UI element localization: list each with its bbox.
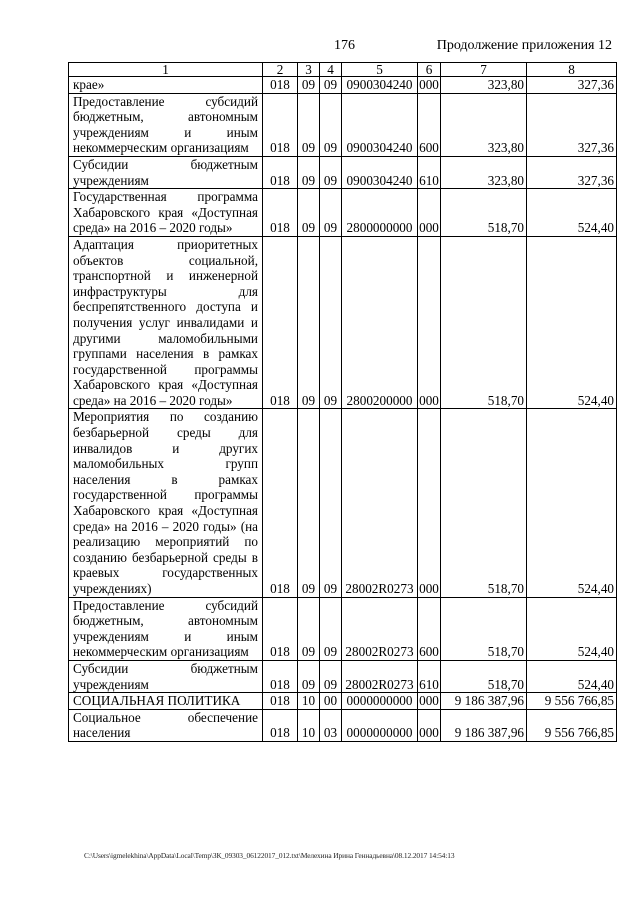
subsection-code-cell: 09 xyxy=(320,77,342,94)
expense-type-cell: 000 xyxy=(418,189,441,237)
target-article-cell: 28002R0273 xyxy=(342,660,418,692)
admin-code-cell: 018 xyxy=(263,93,298,156)
amount-year1-cell: 323,80 xyxy=(441,77,527,94)
target-article-cell: 28002R0273 xyxy=(342,597,418,660)
item-name-cell: СОЦИАЛЬНАЯ ПОЛИТИКА xyxy=(69,693,263,710)
subsection-code-cell: 09 xyxy=(320,189,342,237)
item-name-cell: Государственная программа Хабаровского края «Доступная среда» на 2016 – 2020 годы» xyxy=(69,189,263,237)
column-header: 5 xyxy=(342,63,418,77)
admin-code-cell: 018 xyxy=(263,77,298,94)
admin-code-cell: 018 xyxy=(263,156,298,188)
amount-year1-cell: 9 186 387,96 xyxy=(441,709,527,741)
target-article-cell: 28002R0273 xyxy=(342,409,418,597)
document-footer-path: C:\Users\igmelekhina\AppData\Local\Temp\ЗК_09303_06122017_012.txt\Мелехина Ирина Геннадьевна\08.12.2017 14:54:13 xyxy=(84,851,455,860)
amount-year1-cell: 518,70 xyxy=(441,597,527,660)
amount-year2-cell: 524,40 xyxy=(527,189,617,237)
amount-year1-cell: 323,80 xyxy=(441,93,527,156)
column-header: 2 xyxy=(263,63,298,77)
target-article-cell: 0900304240 xyxy=(342,156,418,188)
amount-year2-cell: 524,40 xyxy=(527,409,617,597)
amount-year2-cell: 327,36 xyxy=(527,93,617,156)
target-article-cell: 2800000000 xyxy=(342,189,418,237)
budget-table xyxy=(68,62,617,742)
amount-year2-cell: 524,40 xyxy=(527,236,617,409)
column-header-row xyxy=(69,63,617,77)
expense-type-cell: 000 xyxy=(418,709,441,741)
section-code-cell: 10 xyxy=(298,693,320,710)
expense-type-cell: 000 xyxy=(418,409,441,597)
amount-year1-cell: 518,70 xyxy=(441,660,527,692)
column-header: 7 xyxy=(441,63,527,77)
section-code-cell: 09 xyxy=(298,93,320,156)
item-name-cell: Мероприятия по созданию безбарьерной среды для инвалидов и других маломобильных групп населения в рамках государственной программы Хабаровского края «Доступная среда» на 2016 – 2020 годы» (на реализацию мероприятий по созданию безбарьерной среды в краевых государственных учреждениях) xyxy=(69,409,263,597)
admin-code-cell: 018 xyxy=(263,709,298,741)
amount-year2-cell: 9 556 766,85 xyxy=(527,693,617,710)
expense-type-cell: 000 xyxy=(418,236,441,409)
subsection-code-cell: 09 xyxy=(320,236,342,409)
subsection-code-cell: 09 xyxy=(320,597,342,660)
amount-year1-cell: 518,70 xyxy=(441,409,527,597)
subsection-code-cell: 09 xyxy=(320,409,342,597)
item-name-cell: Субсидии бюджетным учреждениям xyxy=(69,660,263,692)
admin-code-cell: 018 xyxy=(263,660,298,692)
item-name-cell: Адаптация приоритетных объектов социальной, транспортной и инженерной инфраструктуры для беспрепятственного доступа и получения услуг инвалидами и другими маломобильными группами населения в рамках государственной программы Хабаровского края «Доступная среда» на 2016 – 2020 годы» xyxy=(69,236,263,409)
table-row xyxy=(69,93,617,156)
item-name-cell: Социальное обеспечение населения xyxy=(69,709,263,741)
target-article-cell: 0900304240 xyxy=(342,93,418,156)
page-number: 176 xyxy=(334,38,355,53)
expense-type-cell: 000 xyxy=(419,77,439,92)
column-header: 6 xyxy=(418,63,441,77)
subsection-code-cell: 09 xyxy=(320,660,342,692)
target-article-cell: 0000000000 xyxy=(342,693,418,710)
amount-year1-cell: 323,80 xyxy=(441,156,527,188)
column-header: 1 xyxy=(69,63,263,77)
admin-code-cell: 018 xyxy=(263,236,298,409)
section-code-cell: 09 xyxy=(298,156,320,188)
target-article-cell: 0000000000 xyxy=(342,709,418,741)
table-row xyxy=(69,156,617,188)
table-row xyxy=(69,597,617,660)
table-row xyxy=(69,77,617,94)
item-name-cell: Предоставление субсидий бюджетным, автономным учреждениям и иным некоммерческим организациям xyxy=(69,597,263,660)
expense-type-cell: 600 xyxy=(418,93,441,156)
table-row xyxy=(69,189,617,237)
table-row xyxy=(69,660,617,692)
item-name-cell: Предоставление субсидий бюджетным, автономным учреждениям и иным некоммерческим организациям xyxy=(69,93,263,156)
amount-year2-cell: 524,40 xyxy=(527,597,617,660)
amount-year1-cell: 9 186 387,96 xyxy=(441,693,527,710)
amount-year2-cell: 9 556 766,85 xyxy=(527,709,617,741)
section-code-cell: 10 xyxy=(298,709,320,741)
item-name-cell: Субсидии бюджетным учреждениям xyxy=(69,156,263,188)
section-code-cell: 09 xyxy=(298,660,320,692)
amount-year1-cell: 518,70 xyxy=(441,236,527,409)
table-row xyxy=(69,236,617,409)
column-header: 4 xyxy=(320,63,342,77)
column-header: 8 xyxy=(527,63,617,77)
target-article-cell: 0900304240 xyxy=(342,77,418,94)
table-row xyxy=(69,693,617,710)
section-code-cell: 09 xyxy=(298,236,320,409)
expense-type-cell: 000 xyxy=(419,693,439,709)
section-code-cell: 09 xyxy=(298,409,320,597)
expense-type-cell: 610 xyxy=(418,156,441,188)
admin-code-cell: 018 xyxy=(263,409,298,597)
expense-type-cell: 610 xyxy=(418,660,441,692)
subsection-code-cell: 09 xyxy=(320,93,342,156)
subsection-code-cell: 03 xyxy=(320,709,342,741)
item-name-cell: крае» xyxy=(69,77,263,94)
amount-year2-cell: 327,36 xyxy=(527,156,617,188)
table-row xyxy=(69,409,617,597)
section-code-cell: 09 xyxy=(298,189,320,237)
amount-year2-cell: 327,36 xyxy=(527,77,617,94)
expense-type-cell: 600 xyxy=(418,597,441,660)
section-code-cell: 09 xyxy=(298,597,320,660)
admin-code-cell: 018 xyxy=(263,693,298,710)
column-header: 3 xyxy=(298,63,320,77)
appendix-continuation-title: Продолжение приложения 12 xyxy=(436,38,612,53)
target-article-cell: 2800200000 xyxy=(342,236,418,409)
subsection-code-cell: 09 xyxy=(320,156,342,188)
subsection-code-cell: 00 xyxy=(320,693,342,710)
amount-year1-cell: 518,70 xyxy=(441,189,527,237)
amount-year2-cell: 524,40 xyxy=(527,660,617,692)
table-row xyxy=(69,709,617,741)
admin-code-cell: 018 xyxy=(263,597,298,660)
section-code-cell: 09 xyxy=(298,77,320,94)
admin-code-cell: 018 xyxy=(263,189,298,237)
